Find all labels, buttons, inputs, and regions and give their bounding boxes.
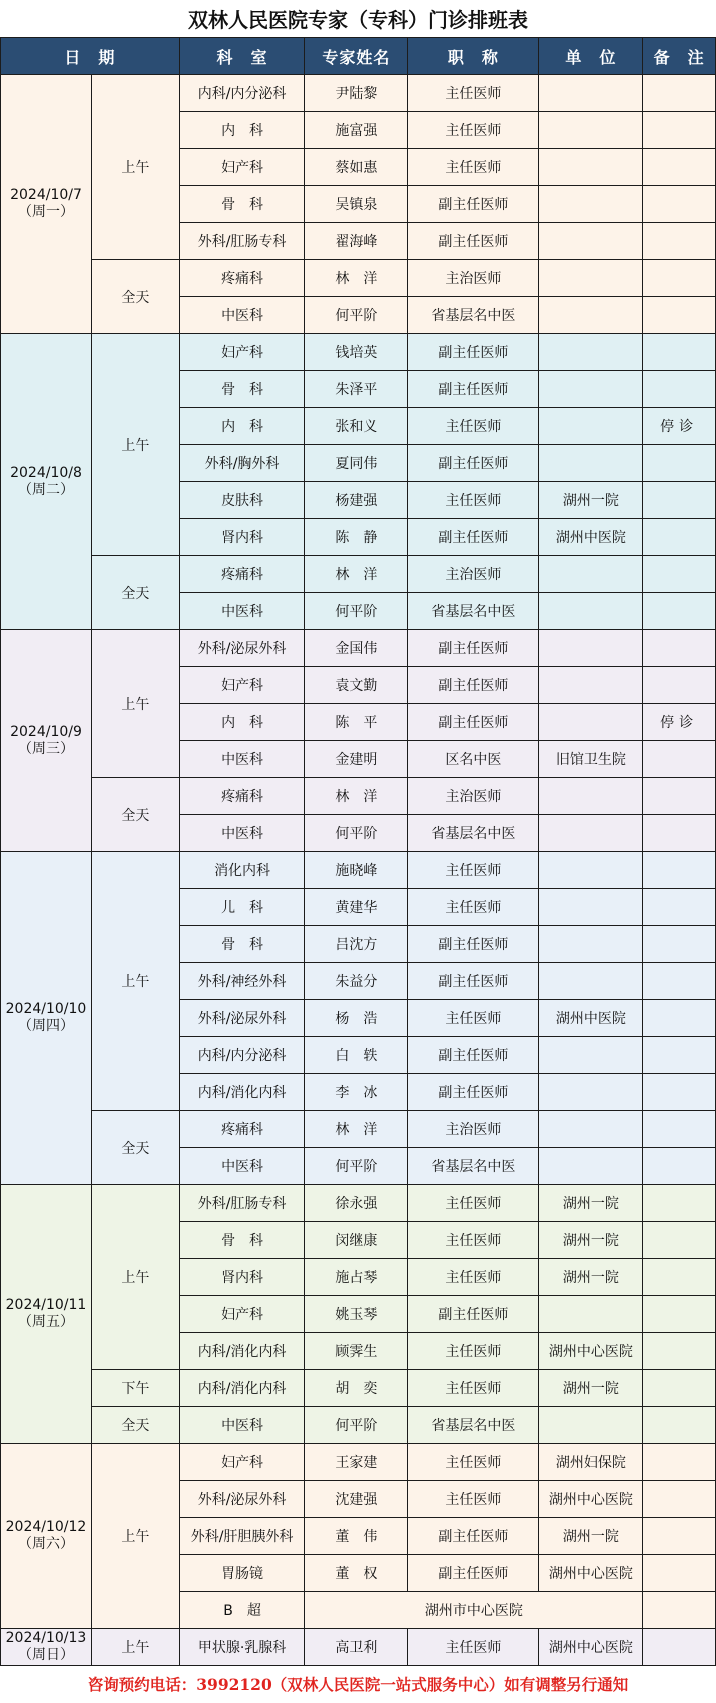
name-cell: 胡 奕 — [305, 1370, 408, 1407]
note-cell — [643, 630, 716, 667]
unit-cell: 湖州中心医院 — [539, 1333, 643, 1370]
unit-cell — [539, 297, 643, 334]
unit-cell — [539, 186, 643, 223]
dept-cell: 外科/泌尿外科 — [179, 630, 305, 667]
date-text: 2024/10/7 — [10, 187, 82, 203]
date-text: 2024/10/10 — [5, 1001, 87, 1017]
table-row — [1, 260, 716, 297]
note-cell — [643, 1518, 716, 1555]
name-cell: 吕沈方 — [305, 926, 408, 963]
weekday-text: （周三） — [17, 740, 74, 757]
note-cell — [643, 1296, 716, 1333]
rank-cell: 主任医师 — [408, 852, 539, 889]
name-cell: 夏同伟 — [305, 445, 408, 482]
unit-cell — [539, 593, 643, 630]
note-cell — [643, 556, 716, 593]
unit-cell — [539, 1074, 643, 1111]
rank-cell: 副主任医师 — [408, 926, 539, 963]
table-row — [1, 1629, 716, 1666]
period-cell: 上午 — [91, 334, 179, 556]
note-cell — [643, 852, 716, 889]
note-cell — [643, 963, 716, 1000]
period-cell: 下午 — [91, 1370, 179, 1407]
rank-cell: 主任医师 — [408, 149, 539, 186]
unit-cell: 湖州中医院 — [539, 1000, 643, 1037]
name-cell: 陈 平 — [305, 704, 408, 741]
note-cell — [643, 1629, 716, 1666]
rank-cell: 主任医师 — [408, 1370, 539, 1407]
note-cell — [643, 1444, 716, 1481]
date-text: 2024/10/12 — [5, 1519, 87, 1535]
header-rank: 职 称 — [408, 38, 539, 75]
period-cell: 上午 — [91, 75, 179, 260]
note-cell — [643, 260, 716, 297]
rank-cell: 副主任医师 — [408, 223, 539, 260]
note-cell — [643, 1370, 716, 1407]
footer-contact: 咨询预约电话：3992120（双林人民医院一站式服务中心）如有调整另行通知 — [87, 1675, 629, 1694]
note-cell — [643, 149, 716, 186]
unit-cell: 湖州一院 — [539, 1259, 643, 1296]
date-cell — [1, 630, 92, 852]
rank-cell: 主任医师 — [408, 1333, 539, 1370]
header-date: 日 期 — [1, 38, 180, 75]
dept-cell: 妇产科 — [179, 1444, 305, 1481]
name-cell: 钱培英 — [305, 334, 408, 371]
dept-cell: 中医科 — [179, 815, 305, 852]
unit-cell: 湖州一院 — [539, 482, 643, 519]
name-cell: 林 洋 — [305, 556, 408, 593]
note-cell — [643, 75, 716, 112]
date-cell — [1, 75, 92, 334]
rank-cell: 副主任医师 — [408, 1518, 539, 1555]
period-cell: 全天 — [91, 778, 179, 852]
name-cell: 黄建华 — [305, 889, 408, 926]
dept-cell: 疼痛科 — [179, 1111, 305, 1148]
dept-cell: 消化内科 — [179, 852, 305, 889]
name-cell: 袁文勤 — [305, 667, 408, 704]
rank-cell: 副主任医师 — [408, 1555, 539, 1592]
note-cell — [643, 1481, 716, 1518]
date-text: 2024/10/13 — [5, 1630, 87, 1646]
date-cell — [1, 334, 92, 630]
note-cell — [643, 593, 716, 630]
unit-cell: 湖州中心医院 — [539, 1555, 643, 1592]
weekday-text: （周一） — [17, 204, 74, 220]
note-cell — [643, 1222, 716, 1259]
unit-cell — [539, 667, 643, 704]
period-cell: 上午 — [91, 1444, 179, 1629]
unit-cell — [539, 778, 643, 815]
note-cell — [643, 1592, 716, 1629]
period-cell: 上午 — [91, 630, 179, 778]
name-cell: 金国伟 — [305, 630, 408, 667]
period-cell: 上午 — [91, 1185, 179, 1370]
dept-cell: 中医科 — [179, 1148, 305, 1185]
dept-cell: 内科/内分泌科 — [179, 75, 305, 112]
note-cell — [643, 223, 716, 260]
note-cell — [643, 1074, 716, 1111]
rank-cell: 副主任医师 — [408, 186, 539, 223]
rank-cell: 主任医师 — [408, 1629, 539, 1666]
period-cell: 全天 — [91, 556, 179, 630]
dept-cell: 甲状腺·乳腺科 — [179, 1629, 305, 1666]
note-cell — [643, 1185, 716, 1222]
period-cell: 上午 — [91, 852, 179, 1111]
dept-cell: 外科/肛肠专科 — [179, 223, 305, 260]
name-cell: 何平阶 — [305, 1148, 408, 1185]
name-cell: 高卫利 — [305, 1629, 408, 1666]
note-cell — [643, 815, 716, 852]
rank-cell: 主治医师 — [408, 556, 539, 593]
unit-cell — [539, 1111, 643, 1148]
dept-cell: 骨 科 — [179, 371, 305, 408]
rank-cell: 主任医师 — [408, 112, 539, 149]
dept-cell: 内科/内分泌科 — [179, 1037, 305, 1074]
dept-cell: 骨 科 — [179, 1222, 305, 1259]
name-cell: 朱益分 — [305, 963, 408, 1000]
unit-cell: 湖州一院 — [539, 1370, 643, 1407]
unit-cell: 湖州一院 — [539, 1222, 643, 1259]
unit-cell — [539, 852, 643, 889]
date-text: 2024/10/9 — [10, 723, 82, 740]
unit-cell: 湖州一院 — [539, 1185, 643, 1222]
dept-cell: 内科/消化内科 — [179, 1333, 305, 1370]
note-cell — [643, 371, 716, 408]
weekday-text: （周五） — [17, 1314, 74, 1330]
date-text: 2024/10/8 — [10, 464, 82, 481]
table-row — [1, 1370, 716, 1407]
rank-cell: 主治医师 — [408, 1111, 539, 1148]
note-cell — [643, 1111, 716, 1148]
name-cell: 翟海峰 — [305, 223, 408, 260]
rank-cell: 主任医师 — [408, 1222, 539, 1259]
name-cell: 姚玉琴 — [305, 1296, 408, 1333]
name-cell: 陈 静 — [305, 519, 408, 556]
dept-cell: 妇产科 — [179, 667, 305, 704]
dept-cell: 儿 科 — [179, 889, 305, 926]
table-row — [1, 75, 716, 112]
name-cell: 沈建强 — [305, 1481, 408, 1518]
rank-cell: 副主任医师 — [408, 1296, 539, 1333]
unit-cell: 湖州中医院 — [539, 519, 643, 556]
dept-cell: 妇产科 — [179, 1296, 305, 1333]
dept-cell: 疼痛科 — [179, 778, 305, 815]
dept-cell: 皮肤科 — [179, 482, 305, 519]
note-cell — [643, 334, 716, 371]
name-cell: 蔡如惠 — [305, 149, 408, 186]
unit-cell: 湖州中心医院 — [539, 1481, 643, 1518]
rank-cell: 副主任医师 — [408, 519, 539, 556]
dept-cell: 胃肠镜 — [179, 1555, 305, 1592]
rank-cell: 省基层名中医 — [408, 297, 539, 334]
weekday-text: （周日） — [17, 1647, 74, 1663]
table-row — [1, 778, 716, 815]
note-cell — [643, 1259, 716, 1296]
weekday-text: （周二） — [17, 481, 74, 498]
rank-cell: 副主任医师 — [408, 1037, 539, 1074]
note-cell — [643, 112, 716, 149]
name-cell: 林 洋 — [305, 1111, 408, 1148]
weekday-text: （周六） — [17, 1536, 74, 1552]
name-cell: 闵继康 — [305, 1222, 408, 1259]
header-name: 专家姓名 — [305, 38, 408, 75]
rank-cell: 副主任医师 — [408, 371, 539, 408]
weekday-text: （周四） — [17, 1018, 74, 1034]
dept-cell: 疼痛科 — [179, 556, 305, 593]
dept-cell: 中医科 — [179, 297, 305, 334]
name-cell: 白 轶 — [305, 1037, 408, 1074]
unit-cell — [539, 926, 643, 963]
unit-cell — [539, 704, 643, 741]
name-cell: 何平阶 — [305, 1407, 408, 1444]
note-cell — [643, 1000, 716, 1037]
note-cell-alert: 停诊 — [643, 704, 716, 741]
merged-cell: 湖州市中心医院 — [305, 1592, 643, 1629]
dept-cell: 妇产科 — [179, 334, 305, 371]
dept-cell: 外科/泌尿外科 — [179, 1481, 305, 1518]
header-note: 备 注 — [643, 38, 716, 75]
page-title: 双林人民医院专家（专科）门诊排班表 — [188, 8, 528, 32]
note-cell — [643, 1037, 716, 1074]
rank-cell: 副主任医师 — [408, 1074, 539, 1111]
unit-cell — [539, 889, 643, 926]
name-cell: 顾霁生 — [305, 1333, 408, 1370]
note-cell-alert: 停诊 — [643, 408, 716, 445]
date-cell — [1, 1629, 92, 1666]
table-row — [1, 1111, 716, 1148]
table-row — [1, 1185, 716, 1222]
table-row — [1, 630, 716, 667]
date-text: 2024/10/11 — [5, 1297, 87, 1313]
name-cell: 施晓峰 — [305, 852, 408, 889]
period-cell: 上午 — [91, 1629, 179, 1666]
unit-cell — [539, 1037, 643, 1074]
dept-cell: 内科/消化内科 — [179, 1074, 305, 1111]
note-cell — [643, 1333, 716, 1370]
rank-cell: 主任医师 — [408, 1000, 539, 1037]
note-cell — [643, 1148, 716, 1185]
table-row — [1, 1407, 716, 1444]
note-cell — [643, 1555, 716, 1592]
name-cell: 徐永强 — [305, 1185, 408, 1222]
note-cell — [643, 778, 716, 815]
unit-cell — [539, 75, 643, 112]
name-cell: 董 伟 — [305, 1518, 408, 1555]
name-cell: 林 洋 — [305, 778, 408, 815]
name-cell: 何平阶 — [305, 297, 408, 334]
unit-cell — [539, 1407, 643, 1444]
table-row — [1, 852, 716, 889]
note-cell — [643, 889, 716, 926]
dept-cell: 中医科 — [179, 593, 305, 630]
dept-cell: 内科/消化内科 — [179, 1370, 305, 1407]
dept-cell: 疼痛科 — [179, 260, 305, 297]
date-cell — [1, 1444, 92, 1629]
name-cell: 吴镇泉 — [305, 186, 408, 223]
dept-cell: 肾内科 — [179, 519, 305, 556]
rank-cell: 区名中医 — [408, 741, 539, 778]
name-cell: 林 洋 — [305, 260, 408, 297]
schedule-body — [1, 75, 716, 1666]
note-cell — [643, 297, 716, 334]
rank-cell: 主任医师 — [408, 1185, 539, 1222]
rank-cell: 省基层名中医 — [408, 1407, 539, 1444]
period-cell: 全天 — [91, 1111, 179, 1185]
rank-cell: 主任医师 — [408, 1444, 539, 1481]
period-cell: 全天 — [91, 260, 179, 334]
name-cell: 杨建强 — [305, 482, 408, 519]
unit-cell: 旧馆卫生院 — [539, 741, 643, 778]
unit-cell — [539, 445, 643, 482]
name-cell: 杨 浩 — [305, 1000, 408, 1037]
unit-cell: 湖州一院 — [539, 1518, 643, 1555]
schedule-table — [0, 37, 716, 1666]
rank-cell: 主任医师 — [408, 408, 539, 445]
rank-cell: 主治医师 — [408, 778, 539, 815]
unit-cell — [539, 334, 643, 371]
rank-cell: 省基层名中医 — [408, 815, 539, 852]
date-cell — [1, 852, 92, 1185]
note-cell — [643, 482, 716, 519]
header-dept: 科 室 — [179, 38, 305, 75]
name-cell: 张和义 — [305, 408, 408, 445]
unit-cell — [539, 149, 643, 186]
table-row — [1, 334, 716, 371]
dept-cell: 骨 科 — [179, 926, 305, 963]
rank-cell: 主任医师 — [408, 1259, 539, 1296]
unit-cell: 湖州妇保院 — [539, 1444, 643, 1481]
dept-cell: 中医科 — [179, 1407, 305, 1444]
rank-cell: 副主任医师 — [408, 963, 539, 1000]
rank-cell: 副主任医师 — [408, 630, 539, 667]
rank-cell: 副主任医师 — [408, 704, 539, 741]
note-cell — [643, 186, 716, 223]
unit-cell — [539, 815, 643, 852]
unit-cell — [539, 630, 643, 667]
unit-cell — [539, 963, 643, 1000]
unit-cell — [539, 371, 643, 408]
name-cell: 朱泽平 — [305, 371, 408, 408]
rank-cell: 副主任医师 — [408, 334, 539, 371]
dept-cell: 外科/肛肠专科 — [179, 1185, 305, 1222]
unit-cell — [539, 1296, 643, 1333]
rank-cell: 主任医师 — [408, 1481, 539, 1518]
name-cell: 何平阶 — [305, 593, 408, 630]
unit-cell — [539, 223, 643, 260]
dept-cell: 外科/肝胆胰外科 — [179, 1518, 305, 1555]
note-cell — [643, 445, 716, 482]
rank-cell: 副主任医师 — [408, 667, 539, 704]
header-unit: 单 位 — [539, 38, 643, 75]
dept-cell: 内 科 — [179, 704, 305, 741]
name-cell: 施占琴 — [305, 1259, 408, 1296]
name-cell: 金建明 — [305, 741, 408, 778]
dept-cell: 骨 科 — [179, 186, 305, 223]
dept-cell: 妇产科 — [179, 149, 305, 186]
dept-cell: 中医科 — [179, 741, 305, 778]
rank-cell: 省基层名中医 — [408, 1148, 539, 1185]
unit-cell: 湖州中心医院 — [539, 1629, 643, 1666]
table-row — [1, 556, 716, 593]
rank-cell: 主治医师 — [408, 260, 539, 297]
unit-cell — [539, 408, 643, 445]
note-cell — [643, 667, 716, 704]
dept-cell: 内 科 — [179, 408, 305, 445]
name-cell: 尹陆黎 — [305, 75, 408, 112]
dept-cell: 肾内科 — [179, 1259, 305, 1296]
note-cell — [643, 519, 716, 556]
note-cell — [643, 741, 716, 778]
rank-cell: 省基层名中医 — [408, 593, 539, 630]
unit-cell — [539, 1148, 643, 1185]
name-cell: 何平阶 — [305, 815, 408, 852]
unit-cell — [539, 556, 643, 593]
dept-cell: B 超 — [179, 1592, 305, 1629]
dept-cell: 外科/泌尿外科 — [179, 1000, 305, 1037]
table-row — [1, 1444, 716, 1481]
note-cell — [643, 1407, 716, 1444]
rank-cell: 主任医师 — [408, 889, 539, 926]
header-row — [1, 38, 716, 75]
rank-cell: 主任医师 — [408, 482, 539, 519]
name-cell: 李 冰 — [305, 1074, 408, 1111]
unit-cell — [539, 112, 643, 149]
dept-cell: 内 科 — [179, 112, 305, 149]
name-cell: 王家建 — [305, 1444, 408, 1481]
note-cell — [643, 926, 716, 963]
dept-cell: 外科/胸外科 — [179, 445, 305, 482]
rank-cell: 副主任医师 — [408, 445, 539, 482]
name-cell: 董 权 — [305, 1555, 408, 1592]
name-cell: 施富强 — [305, 112, 408, 149]
period-cell: 全天 — [91, 1407, 179, 1444]
rank-cell: 主任医师 — [408, 75, 539, 112]
dept-cell: 外科/神经外科 — [179, 963, 305, 1000]
date-cell — [1, 1185, 92, 1444]
unit-cell — [539, 260, 643, 297]
